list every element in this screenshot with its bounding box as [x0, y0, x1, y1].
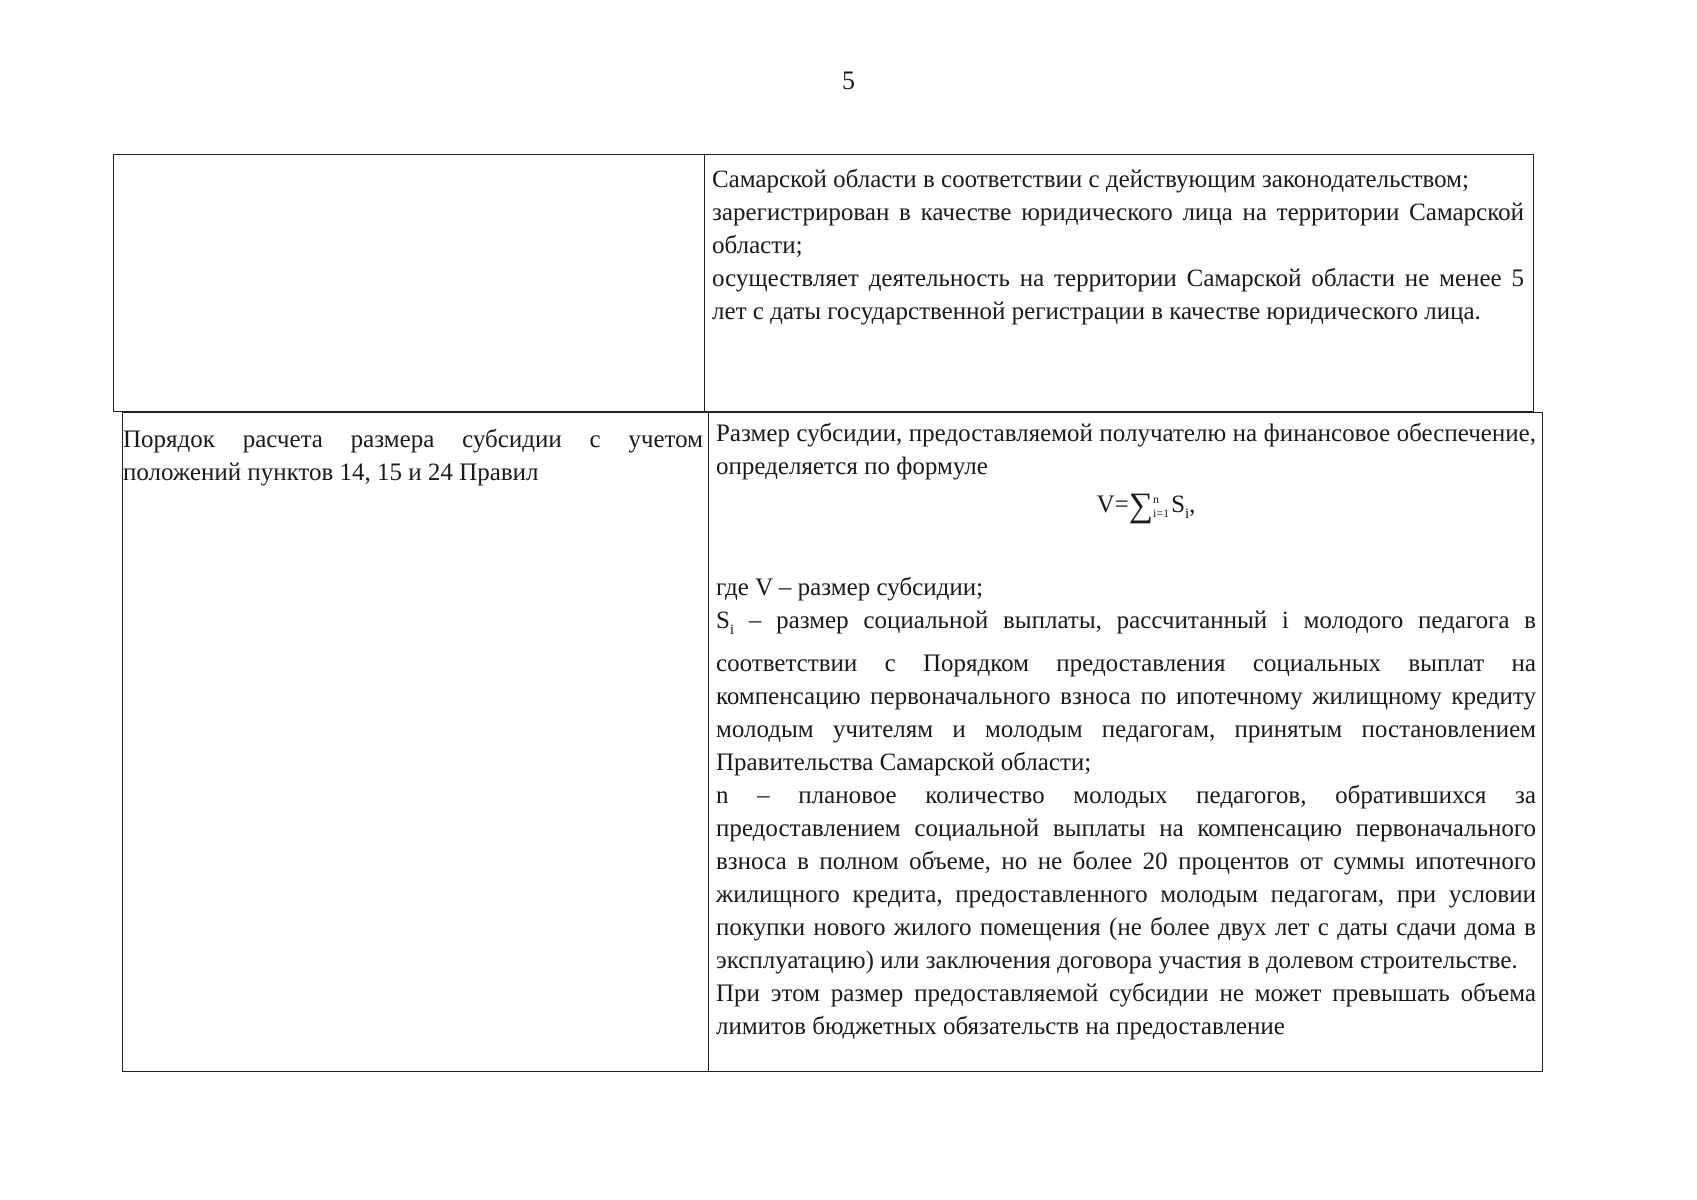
page-number: 5	[842, 66, 855, 95]
sigma-symbol: ∑	[1128, 487, 1153, 524]
sum-limits	[1153, 492, 1169, 520]
table-row-eligibility	[113, 154, 1534, 412]
calculation-label	[123, 423, 703, 489]
sum-upper-limit: n	[1152, 492, 1159, 507]
eligibility-paragraph: осуществляет деятельность на территории Самарской области не менее 5 лет с даты государственной регистрации в качестве юридического лица.	[712, 265, 1524, 325]
column-divider	[704, 155, 705, 411]
subsidy-formula	[756, 483, 1536, 527]
formula-intro: Размер субсидии, предоставляемой получателю на финансовое обеспечение, определяется по формуле	[716, 420, 1536, 480]
definition-si	[716, 604, 1536, 779]
table-row-calculation	[122, 412, 1543, 1072]
sum-lower-limit: i=1	[1152, 506, 1170, 521]
calculation-cell	[716, 417, 1536, 1043]
eligibility-paragraph: Самарской области в соответствии с действующим законодательством;	[712, 166, 1469, 193]
si-symbol: S	[716, 607, 730, 634]
formula-term-subscript: i	[1185, 506, 1190, 522]
spacer	[716, 527, 1536, 571]
limit-clause: При этом размер предоставляемой субсидии не может превышать объема лимитов бюджетных обязательств на предоставление	[716, 980, 1536, 1040]
formula-lhs: V=	[1096, 491, 1129, 518]
formula-tail: ,	[1189, 491, 1196, 518]
calculation-label-text: Порядок расчета размера субсидии с учетом положений пунктов 14, 15 и 24 Правил	[123, 426, 703, 486]
si-text: – размер социальной выплаты, рассчитанный i молодого педагога в соответствии с Порядком предоставления социальных выплат на компенсацию первоначального взноса по ипотечному жилищному кредиту молодым учителям и молодым педагогам, принятым постановлением Правительства Самарской области;	[716, 607, 1536, 776]
definition-n: n – плановое количество молодых педагогов, обратившихся за предоставлением социальной выплаты на компенсацию первоначального взноса в полном объеме, но не более 20 процентов от суммы ипотечного жилищного кредита, предоставленного молодым педагогам, при условии покупки нового жилого помещения (не более двух лет с даты сдачи дома в эксплуатацию) или заключения договора участия в долевом строительстве.	[716, 782, 1536, 974]
formula-term: S	[1171, 491, 1185, 518]
eligibility-cell	[712, 163, 1524, 328]
si-subscript: i	[729, 622, 735, 638]
eligibility-paragraph: зарегистрирован в качестве юридического лица на территории Самарской области;	[712, 199, 1524, 259]
definition-v: где V – размер субсидии;	[716, 574, 984, 601]
column-divider	[708, 413, 709, 1071]
